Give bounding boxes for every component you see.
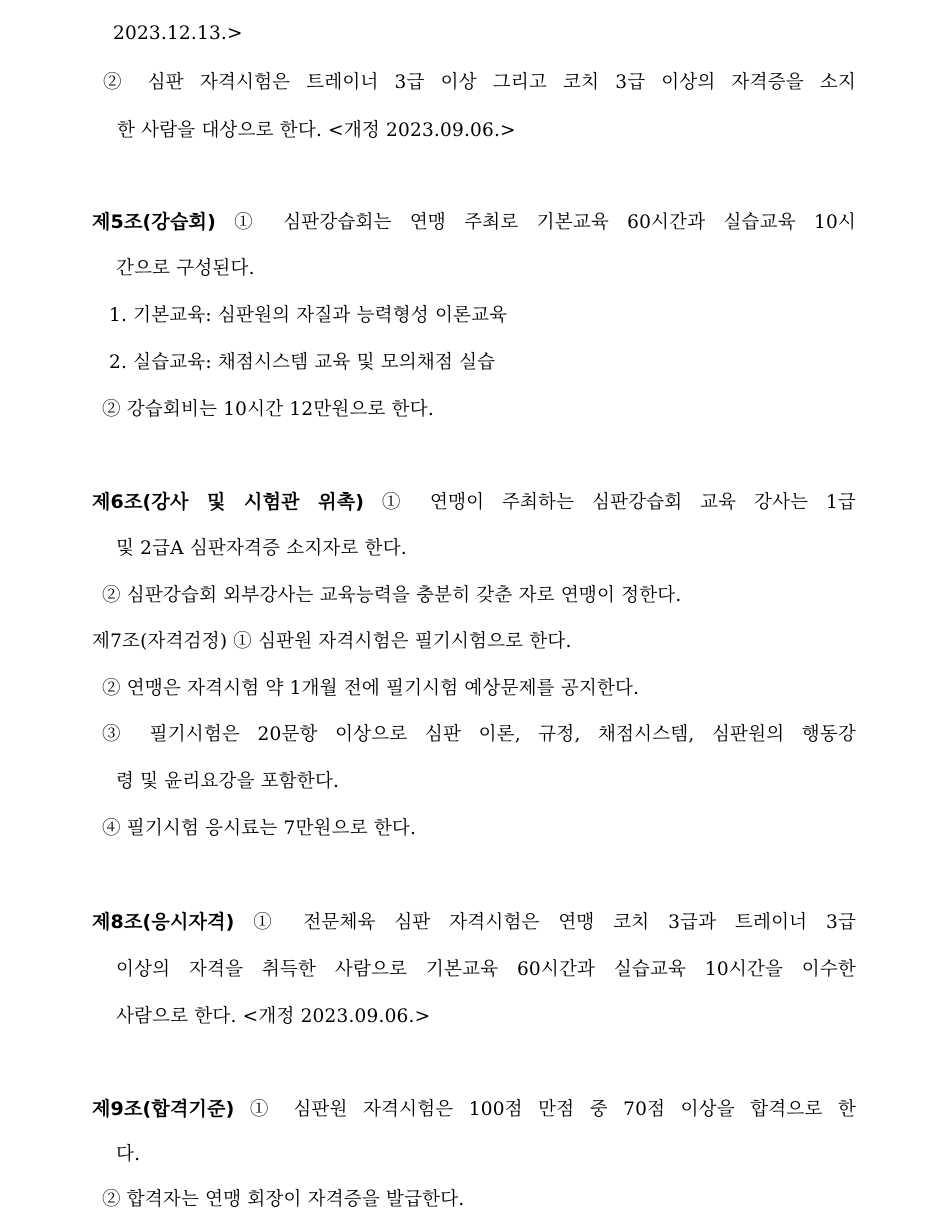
article-7-line1: 제7조(자격검정) ① 심판원 자격시험은 필기시험으로 한다. xyxy=(92,631,572,652)
top-continuation: 2023.12.13.> xyxy=(113,23,243,44)
article-9-text: ① 심판원 자격시험은 100점 만점 중 70점 이상을 합격으로 한 xyxy=(234,1099,856,1120)
article-5-item2: ② 강습회비는 10시간 12만원으로 한다. xyxy=(102,399,434,420)
article-5-line2: 간으로 구성된다. xyxy=(116,258,255,279)
article-9-line1 xyxy=(92,1097,856,1122)
article-9-heading: 제9조(합격기준) xyxy=(92,1098,235,1120)
article-8-line1 xyxy=(92,910,856,935)
article-8-text: ① 전문체육 심판 자격시험은 연맹 코치 3급과 트레이너 3급 xyxy=(234,912,856,933)
article-9-item2: ② 합격자는 연맹 회장이 자격증을 발급한다. xyxy=(102,1189,465,1210)
top-item2-line1: ② 심판 자격시험은 트레이너 3급 이상 그리고 코치 3급 이상의 자격증을 소지 xyxy=(103,72,856,93)
article-5-text: ① 심판강습회는 연맹 주최로 기본교육 60시간과 실습교육 10시 xyxy=(215,212,856,233)
article-6-item2: ② 심판강습회 외부강사는 교육능력을 충분히 갖춘 자로 연맹이 정한다. xyxy=(102,585,682,606)
article-7-item2: ② 연맹은 자격시험 약 1개월 전에 필기시험 예상문제를 공지한다. xyxy=(102,678,640,699)
article-7-item4: ④ 필기시험 응시료는 7만원으로 한다. xyxy=(102,818,417,839)
article-9-line2: 다. xyxy=(116,1144,141,1165)
article-6-heading: 제6조(강사 및 시험관 위촉) xyxy=(92,491,365,513)
article-5-sub2: 2. 실습교육: 채점시스템 교육 및 모의채점 실습 xyxy=(109,352,496,373)
article-6-text: ① 연맹이 주최하는 심판강습회 교육 강사는 1급 xyxy=(364,492,856,513)
article-7-item3-line2: 령 및 윤리요강을 포함한다. xyxy=(116,771,340,792)
article-5-sub1: 1. 기본교육: 심판원의 자질과 능력형성 이론교육 xyxy=(109,305,508,326)
article-8-line3: 사람으로 한다. <개정 2023.09.06.> xyxy=(116,1006,431,1027)
top-item2-line2: 한 사람을 대상으로 한다. <개정 2023.09.06.> xyxy=(117,120,516,141)
article-5-line1 xyxy=(92,210,856,235)
article-6-line1 xyxy=(92,490,856,515)
article-8-line2: 이상의 자격을 취득한 사람으로 기본교육 60시간과 실습교육 10시간을 이수한 xyxy=(116,959,856,980)
article-6-line2: 및 2급A 심판자격증 소지자로 한다. xyxy=(116,538,407,559)
article-7-item3-line1: ③ 필기시험은 20문항 이상으로 심판 이론, 규정, 채점시스템, 심판원의 행동강 xyxy=(102,724,856,745)
article-8-heading: 제8조(응시자격) xyxy=(92,911,235,933)
article-5-heading: 제5조(강습회) xyxy=(92,211,216,233)
